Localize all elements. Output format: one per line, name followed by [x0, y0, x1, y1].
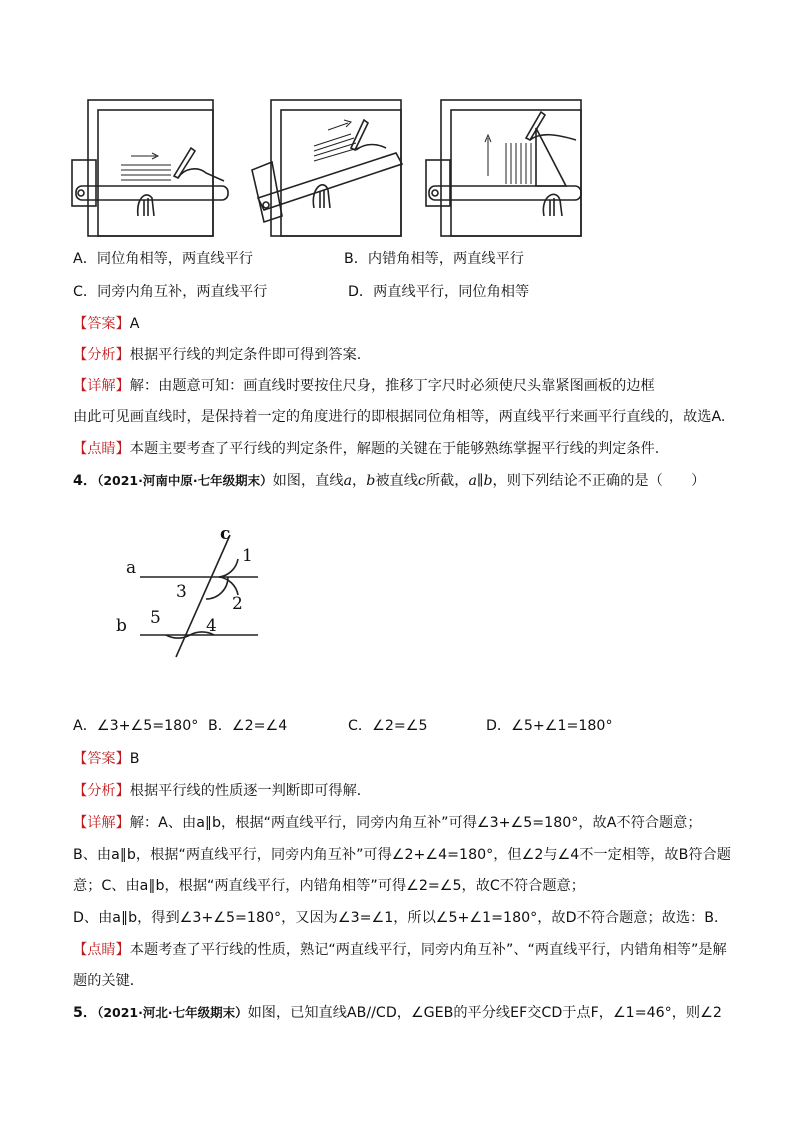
label-a: a: [126, 558, 137, 578]
answer-value: B: [129, 751, 140, 767]
analysis-text: 根据平行线的性质逐一判断即可得解．: [129, 783, 371, 799]
analysis-tag: 【分析】: [73, 347, 130, 363]
q4-option-d: D．∠5+∠1=180°: [486, 718, 613, 734]
parallel-relation: a∥b: [468, 473, 493, 489]
q5-stem: [73, 1003, 722, 1023]
q4-detail-line-2: B、由a∥b，根据“两直线平行，同旁内角互补”可得∠2+∠4=180°，但∠2与∠4不一定相等，故B符合题: [73, 847, 731, 863]
var-a: a: [343, 473, 353, 489]
stem-part: 所截，: [425, 473, 469, 489]
label-3: 3: [176, 582, 187, 602]
detail-tag: 【详解】: [73, 815, 130, 831]
panel-1: [72, 100, 228, 236]
label-4: 4: [206, 616, 217, 636]
detail-text: 解：A、由a∥b，根据“两直线平行，同旁内角互补”可得∠3+∠5=180°，故A不符合题意；: [129, 815, 702, 831]
label-c: c: [220, 525, 231, 544]
q3-option-c: C．同旁内角互补，两直线平行: [73, 284, 268, 300]
parallel-lines-figure: [108, 525, 268, 660]
q4-answer: [73, 749, 140, 769]
q3-option-b: B．内错角相等，两直线平行: [344, 251, 524, 267]
q4-detail-line-3: 意；C、由a∥b，根据“两直线平行，内错角相等”可得∠2=∠5，故C不符合题意；: [73, 878, 585, 894]
comment-text: 本题主要考查了平行线的判定条件，解题的关键在于能够熟练掌握平行线的判定条件.: [129, 441, 660, 457]
q4-option-a: A．∠3+∠5=180°: [73, 718, 199, 734]
q4-option-c: C．∠2=∠5: [348, 718, 428, 734]
panel-2: [252, 100, 402, 236]
comment-tag: 【点睛】: [73, 441, 130, 457]
analysis-tag: 【分析】: [73, 783, 130, 799]
q4-option-b: B．∠2=∠4: [208, 718, 288, 734]
answer-value: A: [129, 316, 140, 332]
q3-comment: [73, 439, 659, 459]
stem-part: ，则下列结论不正确的是（ ）: [492, 473, 706, 489]
q4-detail-line-4: D、由a∥b，得到∠3+∠5=180°，又因为∠3=∠1，所以∠5+∠1=180°，故D不符合题意；故选：B．: [73, 910, 729, 926]
q3-answer: [73, 314, 139, 334]
label-5: 5: [150, 608, 161, 628]
q3-option-a: A．同位角相等，两直线平行: [73, 251, 253, 267]
panel-3: [426, 100, 581, 236]
answer-tag: 【答案】: [73, 316, 130, 332]
q3-detail-line-1: [73, 376, 655, 396]
comment-tag: 【点睛】: [73, 942, 130, 958]
answer-tag: 【答案】: [73, 751, 130, 767]
q4-comment-line-1: [73, 940, 727, 960]
question-source: （2021·河南中原·七年级期末）: [97, 473, 273, 488]
stem-text: 如图，已知直线AB//CD，∠GEB的平分线EF交CD于点F，∠1=46°，则∠2: [247, 1005, 722, 1021]
var-b: b: [366, 473, 376, 489]
q4-analysis: [73, 781, 371, 801]
stem-part: 如图，直线: [272, 473, 344, 489]
q3-option-d: D．两直线平行，同位角相等: [348, 284, 530, 300]
question-number: 4．: [73, 473, 98, 489]
q3-analysis: [73, 345, 361, 365]
analysis-text: 根据平行线的判定条件即可得到答案.: [129, 347, 362, 363]
stem-part: 被直线: [375, 473, 418, 489]
label-2: 2: [232, 594, 243, 614]
question-source: （2021·河北·七年级期末）: [97, 1005, 248, 1020]
q3-detail-line-2: 由此可见画直线时，是保持着一定的角度进行的即根据同位角相等，两直线平行来画平行直线的，故选A.: [73, 409, 726, 425]
q4-detail-line-1: [73, 813, 702, 833]
label-1: 1: [242, 546, 253, 566]
detail-text: 解：由题意可知：画直线时要按住尺身，推移丁字尺时必须使尺头靠紧图画板的边框: [129, 378, 655, 394]
var-c: c: [417, 473, 426, 489]
question-number: 5．: [73, 1005, 98, 1021]
q4-stem: 4．（2021·河南中原·七年级期末）如图，直线a，b被直线c所截，a∥b，则下列结论不正确的是（ ）: [73, 473, 706, 489]
comment-text: 本题考查了平行线的性质，熟记“两直线平行，同旁内角互补”、“两直线平行，内错角相等”是解: [129, 942, 727, 958]
q4-comment-line-2: 题的关键．: [73, 973, 144, 989]
detail-tag: 【详解】: [73, 378, 130, 394]
t-square-figure: [66, 98, 586, 238]
label-b: b: [116, 616, 127, 636]
